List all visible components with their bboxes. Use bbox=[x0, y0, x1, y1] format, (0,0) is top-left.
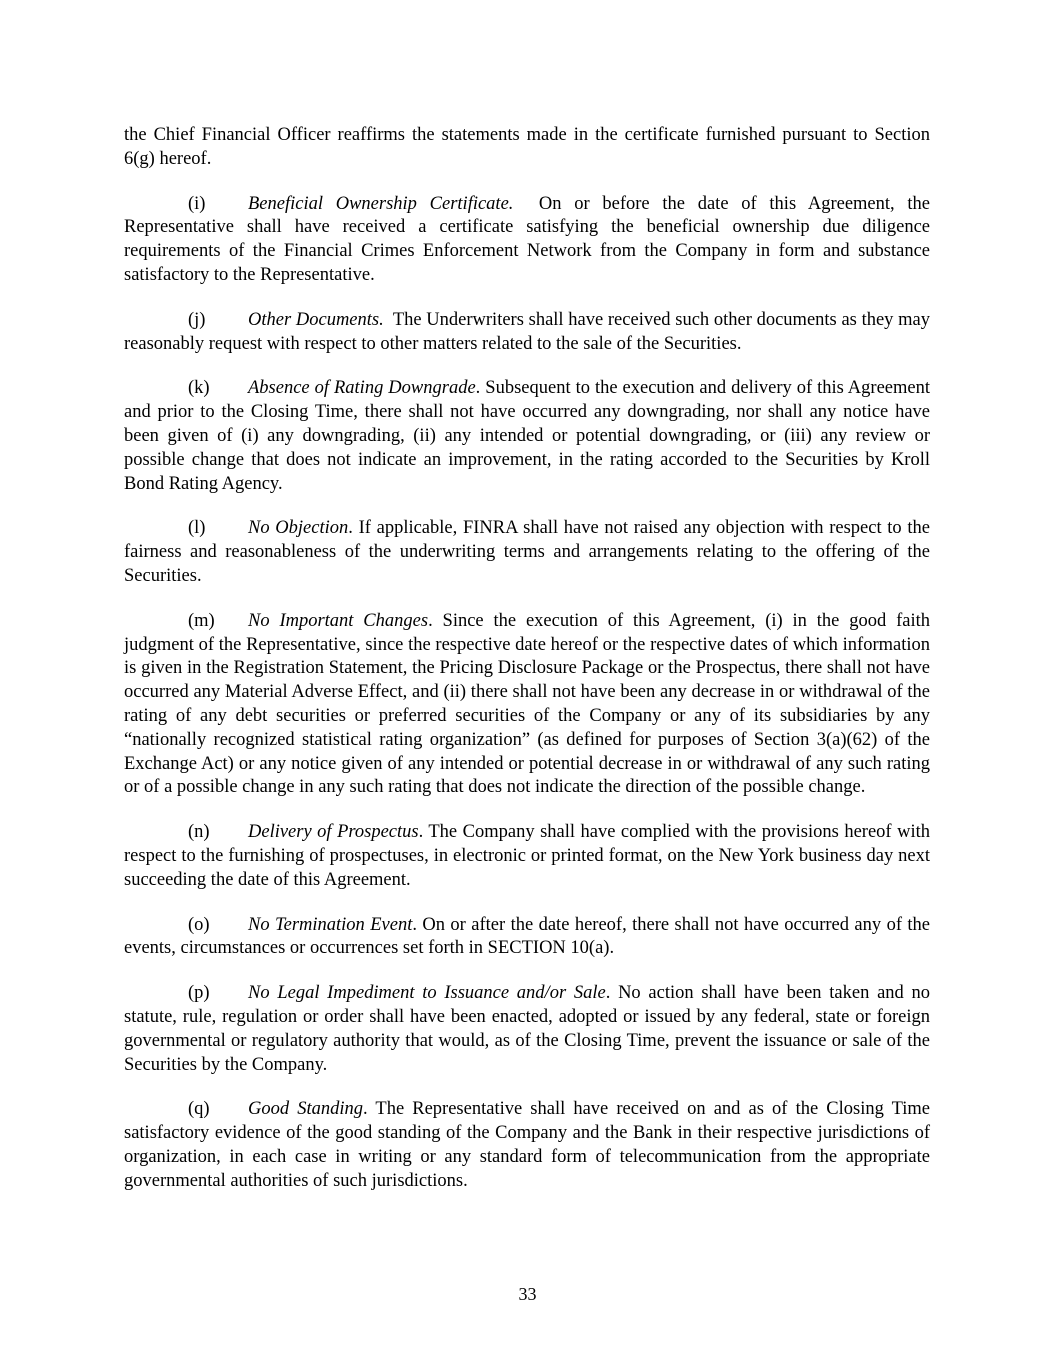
section-heading: No Objection bbox=[248, 518, 349, 539]
section-body: . If applicable, FINRA shall have not raised any objection with respect to the fairness and reasonableness of the underwriting terms and arrangements relating to the offering of the Securities. bbox=[124, 518, 930, 586]
section-number: (n) bbox=[188, 822, 210, 843]
section-heading: Good Standing bbox=[248, 1099, 363, 1120]
section-number: (o) bbox=[188, 914, 210, 935]
section-body: . The Representative shall have received on and as of the Closing Time satisfactory evidence of the good standing of the Company and the Bank in their respective jurisdictions of organization, in each case in writing or any standard form of telecommunication from the appropriate governmental authorities of such jurisdictions. bbox=[124, 1099, 930, 1191]
section-p bbox=[124, 982, 930, 1077]
section-heading: No Important Changes bbox=[248, 610, 429, 631]
section-body: . The Company shall have complied with the provisions hereof with respect to the furnishing of prospectuses, in electronic or printed format, on the New York business day next succeeding the date of this Agreement. bbox=[124, 822, 930, 890]
section-m bbox=[124, 610, 930, 800]
section-heading: Other Documents. bbox=[248, 309, 384, 330]
document-page bbox=[124, 124, 930, 1214]
section-heading: Beneficial Ownership Certificate. bbox=[248, 193, 514, 214]
section-q bbox=[124, 1098, 930, 1193]
section-number: (j) bbox=[188, 309, 206, 330]
section-number: (l) bbox=[188, 518, 206, 539]
section-body: . On or after the date hereof, there shall not have occurred any of the events, circumstances or occurrences set forth in SECTION 10(a). bbox=[124, 914, 931, 959]
section-body: The Underwriters shall have received such other documents as they may reasonably request with respect to other matters related to the sale of the Securities. bbox=[124, 309, 930, 354]
section-heading: No Legal Impediment to Issuance and/or Sale bbox=[248, 983, 606, 1004]
section-o bbox=[124, 914, 930, 962]
section-number: (i) bbox=[188, 193, 206, 214]
page-number: 33 bbox=[518, 1284, 537, 1304]
continuation-paragraph: the Chief Financial Officer reaffirms the statements made in the certificate furnished pursuant to Section 6(g) hereof. bbox=[124, 125, 930, 169]
section-n bbox=[124, 821, 930, 892]
section-number: (k) bbox=[188, 378, 210, 399]
section-i bbox=[124, 193, 930, 288]
section-number: (p) bbox=[188, 983, 210, 1004]
section-body: . Subsequent to the execution and delivery of this Agreement and prior to the Closing Time, there shall not have occurred any downgrading, nor shall any notice have been given of (i) any downgrading, (ii) any intended or potential downgrading, or (iii) any review or possible change that does not indicate an improvement, in the rating accorded to the Securities by Kroll Bond Rating Agency. bbox=[124, 378, 930, 494]
section-j bbox=[124, 309, 930, 357]
section-heading: No Termination Event bbox=[248, 914, 413, 935]
section-k bbox=[124, 377, 930, 496]
section-number: (q) bbox=[188, 1099, 210, 1120]
section-heading: Delivery of Prospectus bbox=[248, 822, 419, 843]
section-number: (m) bbox=[188, 610, 215, 631]
section-body: On or before the date of this Agreement, the Representative shall have received a certificate satisfying the beneficial ownership due diligence requirements of the Financial Crimes Enforcement Network from the Company in form and substance satisfactory to the Representative. bbox=[124, 193, 930, 285]
section-l bbox=[124, 517, 930, 588]
section-heading: Absence of Rating Downgrade bbox=[248, 378, 476, 399]
section-body: . No action shall have been taken and no statute, rule, regulation or order shall have been enacted, adopted or issued by any federal, state or foreign governmental or regulatory authority that would, as of the Closing Time, prevent the issuance or sale of the Securities by the Company. bbox=[124, 983, 931, 1075]
section-body: . Since the execution of this Agreement, (i) in the good faith judgment of the Representative, since the respective date hereof or the respective dates of which information is given in the Registration Statement, the Pricing Disclosure Package or the Prospectus, there shall not have occurred any Material Adverse Effect, and (ii) there shall not have been any decrease in or withdrawal of the rating of any debt securities or preferred securities of the Company or any of its subsidiaries by any “nationally recognized statistical rating organization” (as defined for purposes of Section 3(a)(62) of the Exchange Act) or any notice given of any intended or potential decrease in or withdrawal of any such rating or of a possible change in any such rating that does not indicate the direction of the possible change. bbox=[124, 610, 930, 798]
